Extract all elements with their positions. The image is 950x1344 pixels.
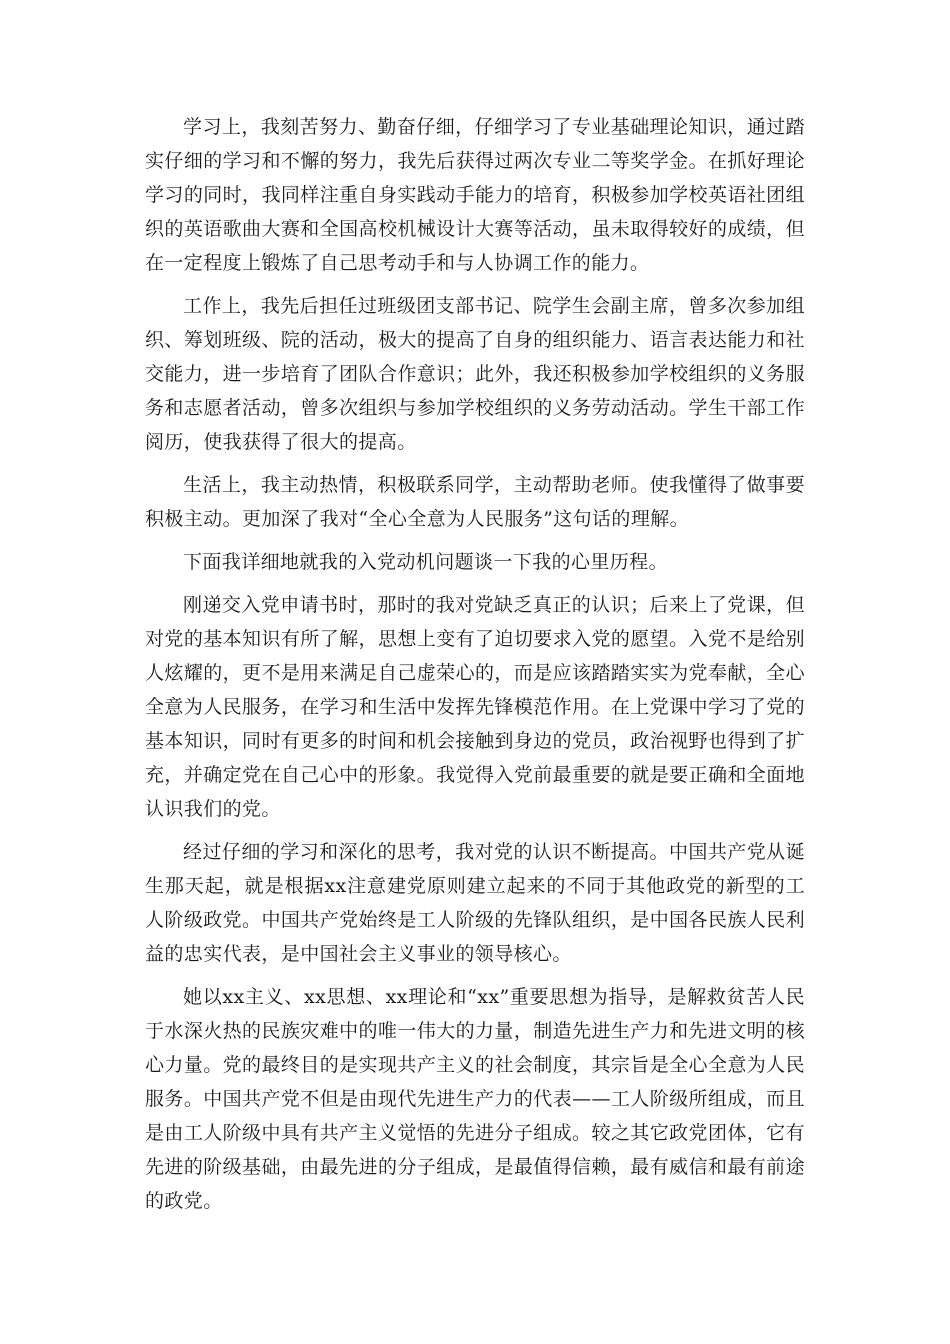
paragraph-understanding: 经过仔细的学习和深化的思考，我对党的认识不断提高。中国共产党从诞生那天起，就是根据xx注意建党原则建立起来的不同于其他政党的新型的工人阶级政党。中国共产党始终是工人阶级的先锋队组织，是中国各民族人民利益的忠实代表，是中国社会主义事业的领导核心。 bbox=[145, 841, 805, 965]
paragraph-application: 刚递交入党申请书时，那时的我对党缺乏真正的认识；后来上了党课，但对党的基本知识有所了解，思想上变有了迫切要求入党的愿望。入党不是给别人炫耀的，更不是用来满足自己虚荣心的，而是应该踏踏实实为党奉献，全心全意为人民服务，在学习和生活中发挥先锋模范作用。在上党课中学习了党的基本知识，同时有更多的时间和机会接触到身边的党员，政治视野也得到了扩充，并确定党在自己心中的形象。我觉得入党前最重要的就是要正确和全面地认识我们的党。 bbox=[145, 594, 805, 820]
paragraph-work: 工作上，我先后担任过班级团支部书记、院学生会副主席，曾多次参加组织、筹划班级、院的活动，极大的提高了自身的组织能力、语言表达能力和社交能力，进一步培育了团队合作意识；此外，我还积极参加学校组织的义务服务和志愿者活动，曾多次组织与参加学校组织的义务劳动活动。学生干部工作阅历，使我获得了很大的提高。 bbox=[145, 295, 805, 453]
document-page bbox=[145, 110, 805, 1227]
paragraph-party-guidance: 她以xx主义、xx思想、xx理论和“xx”重要思想为指导，是解救贫苦人民于水深火热的民族灾难中的唯一伟大的力量，制造先进生产力和先进文明的核心力量。党的最终目的是实现共产主义的社会制度，其宗旨是全心全意为人民服务。中国共产党不但是由现代先进生产力的代表——工人阶级所组成，而且是由工人阶级中具有共产主义觉悟的先进分子组成。较之其它政党团体，它有先进的阶级基础，由最先进的分子组成，是最值得信赖，最有威信和最有前途的政党。 bbox=[145, 986, 805, 1212]
paragraph-motivation-intro: 下面我详细地就我的入党动机问题谈一下我的心里历程。 bbox=[183, 551, 669, 573]
paragraph-study: 学习上，我刻苦努力、勤奋仔细，仔细学习了专业基础理论知识，通过踏实仔细的学习和不懈的努力，我先后获得过两次专业二等奖学金。在抓好理论学习的同时，我同样注重自身实践动手能力的培育，积极参加学校英语社团组织的英语歌曲大赛和全国高校机械设计大赛等活动，虽未取得较好的成绩，但在一定程度上锻炼了自己思考动手和与人协调工作的能力。 bbox=[145, 116, 805, 274]
paragraph-life: 生活上，我主动热情，积极联系同学，主动帮助老师。使我懂得了做事要积极主动。更加深了我对“全心全意为人民服务”这句话的理解。 bbox=[145, 474, 805, 530]
